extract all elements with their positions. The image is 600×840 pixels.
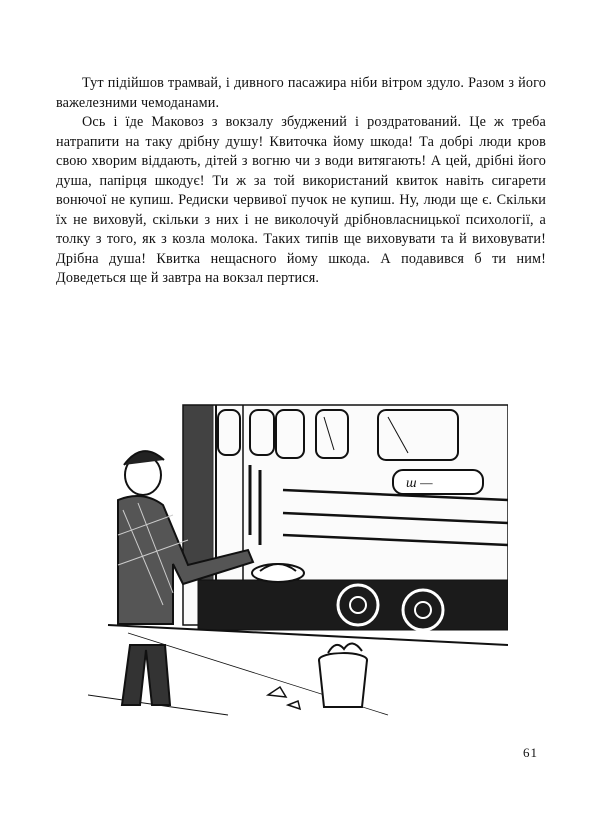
paragraph-2: Ось і їде Маковоз з вокзалу збуджений і роздратований. Це ж треба натрапити на таку дрібну душу! Квиточка йому шкода! Та добрі люди кров свою хворим віддають, дітей з вогню чи з води витягають! А цей, дрібні його душа, папірця шкодує! Ти ж за той використаний квиток навіть сигарети вонючої не купиш. Редиски червивої пучок не купиш. Ну, люди ще є. Скільки їх не виховуй, скільки з них і не виколочуй дрібновласницької психології, а толку з того, як з козла молока. Таких типів ще виховувати та й виховувати! Дрібна душа! Квитка нещасного йому шкода. А подавився б ти ним! Доведеться ще й завтра на вокзал пертися. <box>56 114 546 286</box>
page-number: 61 <box>523 745 538 760</box>
litter-bucket <box>268 643 367 709</box>
paragraph-1: Тут підійшов трамвай, і дивного пасажира ніби вітром здуло. Разом з його важелезними чемоданами. <box>56 75 546 111</box>
illustration-train-scene <box>88 395 508 725</box>
train-carriage <box>183 405 508 630</box>
carriage-sign-text: ш — <box>406 476 433 491</box>
body-text <box>56 74 546 289</box>
